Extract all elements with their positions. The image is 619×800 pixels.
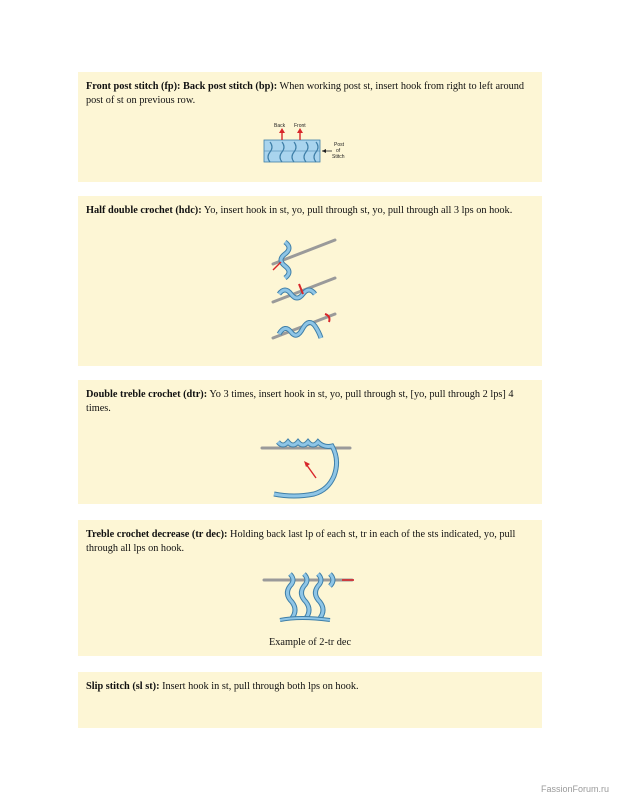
label-post: Post xyxy=(334,142,345,148)
watermark: FassionForum.ru xyxy=(540,784,609,794)
description: Yo, insert hook in st, yo, pull through st, yo, pull through all 3 lps on hook. xyxy=(201,205,513,216)
hdc-diagram xyxy=(265,234,355,354)
description: Holding back last lp of each st, tr in each of the sts indicated, yo, pull through all lps on hook. xyxy=(86,529,516,554)
description: Yo 3 times, insert hook in st, yo, pull through st, [yo, pull through 2 lps] 4 times. xyxy=(86,389,514,414)
dtr-illustration xyxy=(78,434,542,500)
description: When working post st, insert hook from right to left around post of st on previous row. xyxy=(86,81,525,106)
label-front: Front xyxy=(294,123,306,129)
section-treble-crochet-decrease xyxy=(78,520,542,656)
term: Front post stitch (fp): Back post stitch (bp): xyxy=(86,81,278,92)
tr-dec-illustration xyxy=(78,570,542,626)
section-double-treble-crochet xyxy=(78,380,542,504)
hdc-step-2 xyxy=(273,278,335,302)
term: Half double crochet (hdc): xyxy=(86,205,202,216)
hdc-step-1 xyxy=(273,240,335,278)
section-slip-stitch xyxy=(78,672,542,728)
section-half-double-crochet xyxy=(78,196,542,366)
dtr-diagram xyxy=(260,434,360,500)
definition-text xyxy=(86,204,534,218)
description: Insert hook in st, pull through both lps on hook. xyxy=(159,681,359,692)
definition-text xyxy=(86,680,534,694)
term: Slip stitch (sl st): xyxy=(86,681,160,692)
post-stitch-diagram xyxy=(260,122,360,170)
term: Double treble crochet (dtr): xyxy=(86,389,208,400)
term: Treble crochet decrease (tr dec): xyxy=(86,529,228,540)
section-front-back-post-stitch xyxy=(78,72,542,182)
label-stitch: Stitch xyxy=(332,154,345,160)
label-back: Back xyxy=(274,123,286,129)
definition-text xyxy=(86,80,534,108)
figure-caption: Example of 2-tr dec xyxy=(268,637,352,648)
definition-text xyxy=(86,528,534,556)
hdc-step-3 xyxy=(273,314,335,338)
post-stitch-illustration xyxy=(78,122,542,170)
tr-dec-diagram xyxy=(260,570,360,626)
definition-text xyxy=(86,388,534,416)
label-of: of xyxy=(336,148,341,154)
hdc-illustration xyxy=(78,234,542,354)
